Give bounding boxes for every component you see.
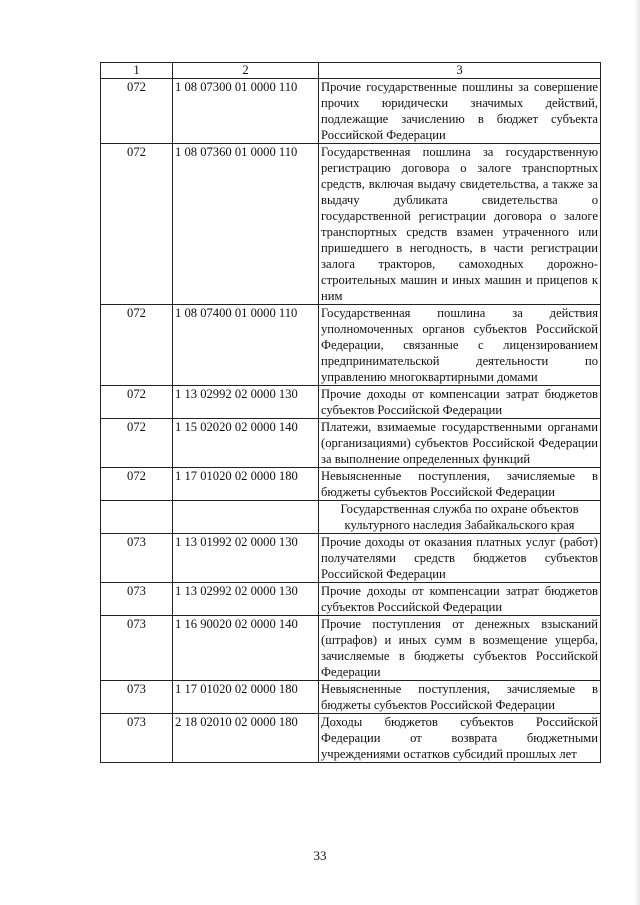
description-cell: Прочие государственные пошлины за совершение прочих юридически значимых действий, подлежащие зачислению в бюджет субъекта Российской Федерации <box>319 79 601 144</box>
table-row <box>101 144 601 305</box>
table-row <box>101 419 601 468</box>
budget-code-cell: 1 13 02992 02 0000 130 <box>173 386 319 419</box>
column-header-2: 2 <box>173 63 319 79</box>
admin-code-cell: 073 <box>101 616 173 681</box>
table-row <box>101 583 601 616</box>
admin-code-cell: 072 <box>101 468 173 501</box>
admin-code-cell: 073 <box>101 714 173 763</box>
budget-code-cell: 1 17 01020 02 0000 180 <box>173 681 319 714</box>
description-cell: Прочие доходы от оказания платных услуг (работ) получателями средств бюджетов субъектов Российской Федерации <box>319 534 601 583</box>
description-cell: Невыясненные поступления, зачисляемые в бюджеты субъектов Российской Федерации <box>319 468 601 501</box>
budget-code-cell: 1 17 01020 02 0000 180 <box>173 468 319 501</box>
section-row <box>101 501 601 534</box>
description-cell: Платежи, взимаемые государственными органами (организациями) субъектов Российской Федерации за выполнение определенных функций <box>319 419 601 468</box>
admin-code-cell: 072 <box>101 305 173 386</box>
table-row <box>101 305 601 386</box>
description-cell: Государственная пошлина за государственную регистрацию договора о залоге транспортных средств, включая выдачу свидетельства, а также за выдачу дубликата свидетельства о государственной регистрации договора о залоге транспортных средств взамен утраченного или пришедшего в негодность, в части регистрации залога тракторов, самоходных дорожно-строительных машин и иных машин и прицепов к ним <box>319 144 601 305</box>
column-header-1: 1 <box>101 63 173 79</box>
budget-code-cell: 1 08 07400 01 0000 110 <box>173 305 319 386</box>
table-row <box>101 79 601 144</box>
description-cell: Прочие доходы от компенсации затрат бюджетов субъектов Российской Федерации <box>319 386 601 419</box>
budget-code-cell: 1 08 07300 01 0000 110 <box>173 79 319 144</box>
admin-code-cell: 073 <box>101 583 173 616</box>
description-cell: Невыясненные поступления, зачисляемые в бюджеты субъектов Российской Федерации <box>319 681 601 714</box>
table-header-row <box>101 63 601 79</box>
table-row <box>101 616 601 681</box>
budget-code-cell: 1 13 01992 02 0000 130 <box>173 534 319 583</box>
table-row <box>101 681 601 714</box>
description-cell: Государственная пошлина за действия уполномоченных органов субъектов Российской Федерации, связанные с лицензированием предпринимательской деятельности по управлению многоквартирными домами <box>319 305 601 386</box>
budget-code-cell: 1 15 02020 02 0000 140 <box>173 419 319 468</box>
admin-code-cell: 072 <box>101 144 173 305</box>
table-row <box>101 534 601 583</box>
admin-code-cell: 073 <box>101 534 173 583</box>
description-cell: Доходы бюджетов субъектов Российской Федерации от возврата бюджетными учреждениями остатков субсидий прошлых лет <box>319 714 601 763</box>
empty-cell <box>101 501 173 534</box>
table-row <box>101 468 601 501</box>
admin-code-cell: 072 <box>101 386 173 419</box>
budget-code-cell: 1 16 90020 02 0000 140 <box>173 616 319 681</box>
budget-code-cell: 2 18 02010 02 0000 180 <box>173 714 319 763</box>
revenue-classification-table <box>100 62 601 763</box>
section-heading: Государственная служба по охране объектов культурного наследия Забайкальского края <box>319 501 601 534</box>
table-row <box>101 714 601 763</box>
column-header-3: 3 <box>319 63 601 79</box>
budget-code-cell: 1 08 07360 01 0000 110 <box>173 144 319 305</box>
description-cell: Прочие поступления от денежных взысканий (штрафов) и иных сумм в возмещение ущерба, зачисляемые в бюджеты субъектов Российской Федерации <box>319 616 601 681</box>
table-row <box>101 386 601 419</box>
page-number: 33 <box>313 848 327 863</box>
admin-code-cell: 072 <box>101 79 173 144</box>
admin-code-cell: 072 <box>101 419 173 468</box>
scan-edge <box>634 0 640 905</box>
empty-cell <box>173 501 319 534</box>
budget-code-cell: 1 13 02992 02 0000 130 <box>173 583 319 616</box>
description-cell: Прочие доходы от компенсации затрат бюджетов субъектов Российской Федерации <box>319 583 601 616</box>
admin-code-cell: 073 <box>101 681 173 714</box>
